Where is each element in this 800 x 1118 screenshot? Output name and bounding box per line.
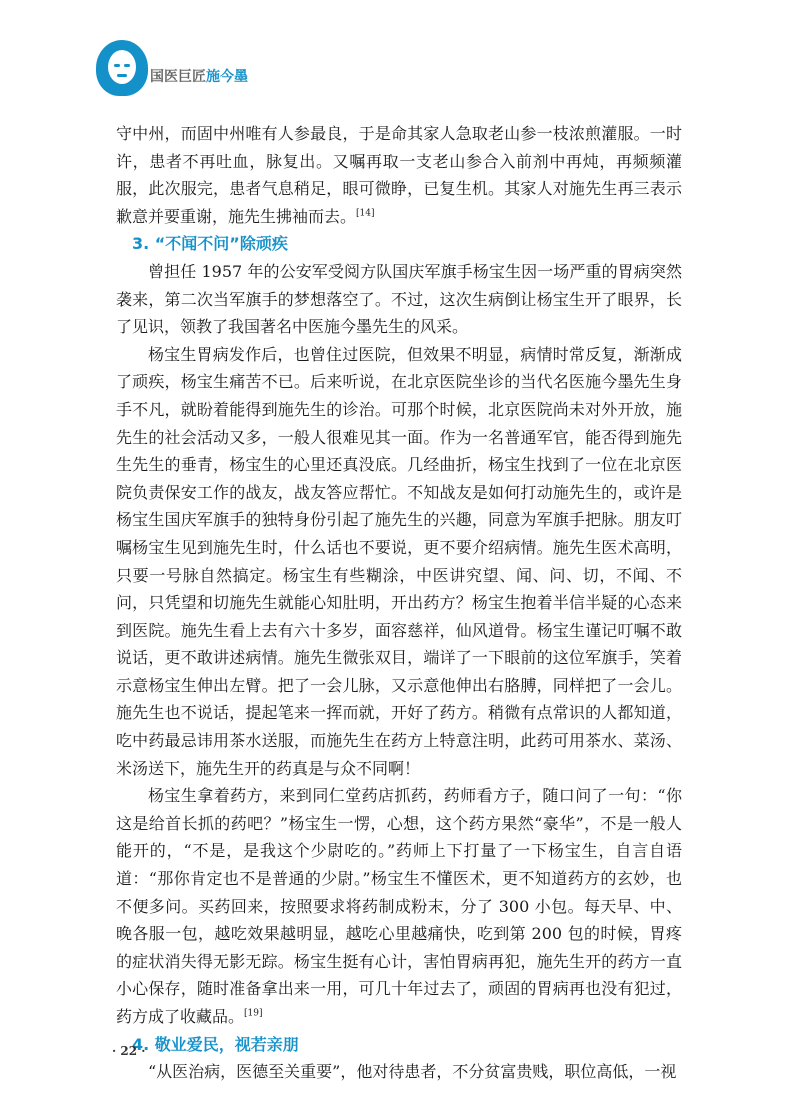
citation-ref: [19] <box>244 1008 263 1019</box>
paragraph: “从医治病，医德至关重要”，他对待患者，不分贫富贵贱，职位高低，一视 <box>148 1062 677 1082</box>
portrait-logo-icon <box>96 40 148 96</box>
running-header <box>96 40 396 100</box>
body-text <box>116 120 682 1086</box>
series-name: 施今墨 <box>206 69 248 85</box>
section-heading-3: 3. “不闻不问”除顽疾 <box>132 234 288 254</box>
paragraph: 杨宝生胃病发作后，也曾住过医院，但效果不明显，病情时常反复，渐渐成了顽疾，杨宝生痛苦不已。后来听说，在北京医院坐诊的当代名医施今墨先生身手不凡，就盼着能得到施先生的诊治。可那个时候，北京医院尚未对外开放，施先生的社会活动又多，一般人很难见其一面。作为一名普通军官，能否得到施先生先生的垂青，杨宝生的心里还真没底。几经曲折，杨宝生找到了一位在北京医院负责保安工作的战友，战友答应帮忙。不知战友是如何打动施先生的，或许是杨宝生国庆军旗手的独特身份引起了施先生的兴趣，同意为军旗手把脉。朋友叮嘱杨宝生见到施先生时，什么话也不要说，更不要介绍病情。施先生医术高明，只要一号脉自然搞定。杨宝生有些糊涂，中医讲究望、闻、问、切，不闻、不问，只凭望和切施先生就能心知肚明，开出药方？杨宝生抱着半信半疑的心态来到医院。施先生看上去有六十多岁，面容慈祥，仙风道骨。杨宝生谨记叮嘱不敢说话，更不敢讲述病情。施先生微张双目，端详了一下眼前的这位军旗手，笑着示意杨宝生伸出左臂。把了一会儿脉，又示意他伸出右胳膊，同样把了一会儿。施先生也不说话，提起笔来一挥而就，开好了药方。稍微有点常识的人都知道，吃中药最忌讳用茶水送服，而施先生在药方上特意注明，此药可用茶水、菜汤、米汤送下，施先生开的药真是与众不同啊！ <box>116 344 682 778</box>
citation-ref: [14] <box>356 208 375 219</box>
section-heading-4: 4. 敬业爱民，视若亲朋 <box>132 1034 299 1054</box>
paragraph: 曾担任 1957 年的公安军受阅方队国庆军旗手杨宝生因一场严重的胃病突然袭来，第二次当军旗手的梦想落空了。不过，这次生病倒让杨宝生开了眼界，长了见识，领教了我国著名中医施今墨先生的风采。 <box>116 261 682 337</box>
series-title <box>150 66 248 86</box>
paragraph: 杨宝生拿着药方，来到同仁堂药店抓药，药师看方子，随口问了一句：“你这是给首长抓的药吧？”杨宝生一愣，心想，这个药方果然“豪华”，不是一般人能开的，“不是，是我这个少尉吃的。”药师上下打量了一下杨宝生，自言自语道：“那你肯定也不是普通的少尉。”杨宝生不懂医术，更不知道药方的玄妙，也不便多问。买药回来，按照要求将药制成粉末，分了 300 小包。每天早、中、晚各服一包，越吃效果越明显，越吃心里越痛快，吃到第 200 包的时候，胃疼的症状消失得无影无踪。杨宝生挺有心计，害怕胃病再犯，施先生开的药方一直小心保存，随时准备拿出来一用，可几十年过去了，顽固的胃病再也没有犯过，药方成了收藏品。[19] <box>116 786 682 1026</box>
paragraph-continuation: 守中州，而固中州唯有人参最良，于是命其家人急取老山参一枝浓煎灌服。一时许，患者不再吐血，脉复出。又嘱再取一支老山参合入前剂中再炖，再频频灌服，此次服完，患者气息稍足，眼可微睁，已复生机。其家人对施先生再三表示歉意并要重谢，施先生拂袖而去。[14] <box>116 124 682 226</box>
page-number: · 22 · <box>112 1044 146 1058</box>
series-prefix: 国医巨匠 <box>150 69 206 85</box>
